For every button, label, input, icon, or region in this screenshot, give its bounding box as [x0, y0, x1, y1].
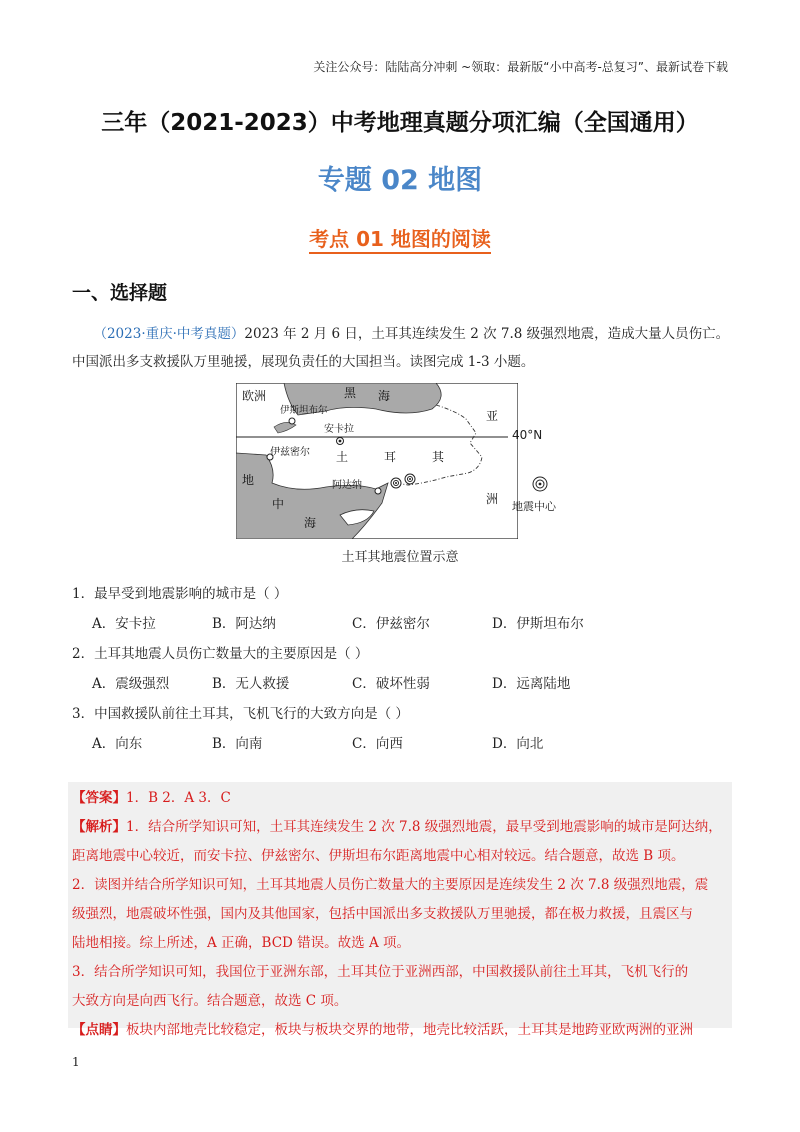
- question-1-option-a[interactable]: A．安卡拉: [92, 616, 156, 632]
- label-turkey-2: 耳: [384, 450, 397, 464]
- epicenter-2-dot: [409, 478, 411, 480]
- analysis-2a: 2．读图并结合所学知识可知，土耳其地震人员伤亡数量大的主要原因是连续发生 2 次 7.8 级强烈地震，震: [72, 877, 709, 893]
- label-black-sea-1: 黑: [344, 386, 357, 400]
- question-1-option-b[interactable]: B．阿达纳: [212, 616, 276, 632]
- turkey-earthquake-map: [236, 383, 518, 539]
- label-med-3: 海: [304, 516, 317, 530]
- question-3-option-d[interactable]: D．向北: [492, 736, 544, 752]
- label-turkey-3: 其: [432, 450, 445, 464]
- tip-text: 板块内部地壳比较稳定，板块与板块交界的地带，地壳比较活跃，土耳其是地跨亚欧两洲的亚洲: [126, 1022, 693, 1038]
- label-med-2: 中: [272, 497, 285, 511]
- analysis-1b: 距离地震中心较近，而安卡拉、伊兹密尔、伊斯坦布尔距离地震中心相对较远。结合题意，故选 B 项。: [72, 848, 685, 864]
- analysis-3b: 大致方向是向西飞行。结合题意，故选 C 项。: [72, 993, 348, 1009]
- question-2-option-d[interactable]: D．远离陆地: [492, 676, 571, 692]
- label-ankara: 安卡拉: [324, 424, 354, 435]
- analysis-2b: 级强烈，地震破坏性强，国内及其他国家，包括中国派出多支救援队万里驰援，都在极力救援，且震区与: [72, 906, 693, 922]
- question-3-stem: 3．中国救援队前往土耳其，飞机飞行的大致方向是（ ）: [72, 706, 409, 722]
- legend-epicenter-label: 地震中心: [512, 500, 556, 513]
- question-3-option-b[interactable]: B．向南: [212, 736, 263, 752]
- question-2-stem: 2．土耳其地震人员伤亡数量大的主要原因是（ ）: [72, 646, 369, 662]
- question-1-stem: 1．最早受到地震影响的城市是（ ）: [72, 586, 288, 602]
- tip-tag: 【点睛】: [72, 1022, 126, 1038]
- analysis-2c: 陆地相接。综上所述，A 正确，BCD 错误。故选 A 项。: [72, 935, 410, 951]
- question-3-option-a[interactable]: A．向东: [92, 736, 143, 752]
- label-latitude: 40°N: [512, 428, 543, 442]
- section-title: 一、选择题: [72, 282, 168, 304]
- label-istanbul: 伊斯坦布尔: [280, 405, 328, 416]
- legend-epicenter-icon: [530, 474, 550, 494]
- question-1-option-c[interactable]: C．伊兹密尔: [352, 616, 430, 632]
- topic-title: 专题 02 地图: [317, 165, 483, 196]
- analysis-tag: 【解析】: [72, 819, 126, 835]
- intro-line-2: 中国派出多支救援队万里驰援，展现负责任的大国担当。读图完成 1-3 小题。: [72, 354, 535, 370]
- intro-line-1: 2023 年 2 月 6 日，土耳其连续发生 2 次 7.8 级强烈地震，造成大量人员伤亡。: [244, 326, 730, 342]
- answer-section: [72, 784, 732, 1045]
- label-izmir: 伊兹密尔: [270, 447, 310, 458]
- ankara-marker-dot: [339, 440, 342, 443]
- answer-text: 1．B 2．A 3．C: [126, 790, 231, 806]
- label-asia-1: 亚: [486, 409, 499, 423]
- question-source: （2023·重庆·中考真题）: [93, 326, 245, 342]
- adana-marker: [375, 488, 381, 494]
- question-1-option-d[interactable]: D．伊斯坦布尔: [492, 616, 584, 632]
- label-asia-2: 洲: [486, 492, 499, 506]
- question-2-option-a[interactable]: A．震级强烈: [92, 676, 170, 692]
- page-number: 1: [72, 1055, 80, 1069]
- analysis-1a: 1．结合所学知识可知，土耳其连续发生 2 次 7.8 级强烈地震，最早受到地震影响的城市是阿达纳，: [126, 819, 722, 835]
- istanbul-marker: [289, 418, 295, 424]
- label-europe: 欧洲: [242, 389, 267, 403]
- point-title: [0, 223, 800, 252]
- analysis-3a: 3．结合所学知识可知，我国位于亚洲东部，土耳其位于亚洲西部，中国救援队前往土耳其，飞机飞行的: [72, 964, 689, 980]
- question-3-option-c[interactable]: C．向西: [352, 736, 403, 752]
- map-caption: 土耳其地震位置示意: [341, 550, 459, 565]
- label-adana: 阿达纳: [332, 480, 362, 491]
- main-title: 三年（2021-2023）中考地理真题分项汇编（全国通用）: [101, 110, 699, 136]
- point-title-text: 考点 01 地图的阅读: [309, 227, 491, 254]
- label-turkey-1: 土: [336, 450, 349, 464]
- label-black-sea-2: 海: [378, 389, 391, 403]
- question-2-option-b[interactable]: B．无人救援: [212, 676, 290, 692]
- header-note: 关注公众号：陆陆高分冲刺 ~领取：最新版“小中高考-总复习”、最新试卷下载: [313, 60, 728, 74]
- question-2-option-c[interactable]: C．破坏性弱: [352, 676, 430, 692]
- answer-tag: 【答案】: [72, 790, 126, 806]
- label-med-1: 地: [242, 473, 255, 487]
- question-intro: [72, 320, 732, 376]
- epicenter-1-dot: [395, 482, 397, 484]
